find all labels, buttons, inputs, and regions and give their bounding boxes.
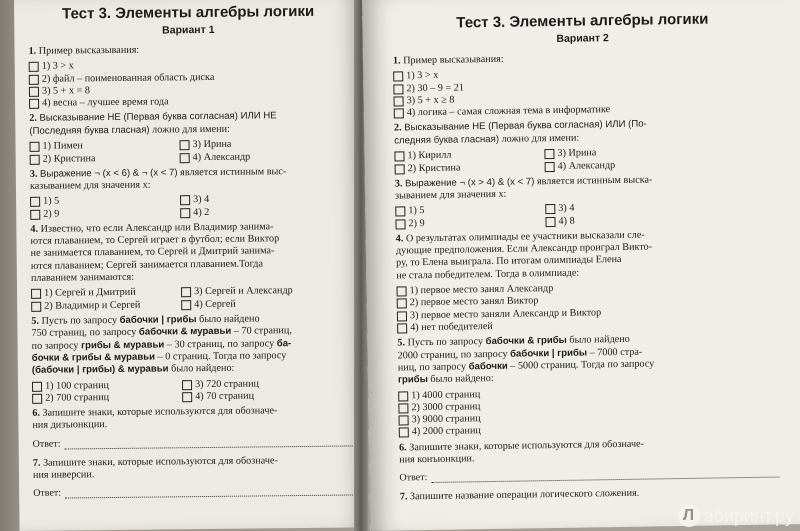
checkbox-icon[interactable]	[30, 197, 40, 207]
checkbox-icon[interactable]	[31, 302, 41, 312]
question-3: 3. Выражение ¬ (x < 6) & ¬ (x < 7) является истинным выс- казыванием для значения x:	[29, 165, 287, 192]
option-checkbox[interactable]: 1) 3 > x	[29, 58, 349, 74]
labirint-logo-icon: Л	[678, 505, 700, 527]
question-5-options	[398, 384, 779, 439]
checkbox-icon[interactable]	[544, 149, 554, 159]
question-5: 5. Пусть по запросу бабочки | грибы было найдено 750 страниц, по запросу бабочки & муравьи – 70 страниц, по запросу грибы & муравьи – 30 страниц, по запросу ба- бочки & грибы & муравьи – 0 страниц. Тогда по запросу (бабочки | грибы) & муравьи было найдено:	[31, 313, 292, 376]
checkbox-icon[interactable]	[180, 196, 190, 206]
option-checkbox[interactable]: 1) Сергей и Дмитрий	[31, 287, 181, 301]
labirint-watermark: Л абиринт.ру	[678, 505, 794, 527]
question-4: 4. О результатах олимпиады ее участники высказали сле- дующие предположения. Если Александр проиграл Викто- ру, то Елена выиграла. По итогам олимпиады Елена не стала победителем. Тогда в олимпиаде:	[395, 229, 653, 282]
option-checkbox[interactable]: 2) 9	[30, 207, 180, 221]
option-checkbox[interactable]: 2) первое место занял Виктор	[397, 292, 777, 310]
option-checkbox[interactable]: 2) Кристина	[395, 161, 545, 176]
option-checkbox[interactable]: 3) 9000 страниц	[399, 409, 779, 427]
option-checkbox[interactable]: 2) Владимир и Сергей	[31, 299, 181, 313]
option-checkbox[interactable]: 2) 9	[395, 216, 545, 231]
answer-field[interactable]: Ответ:	[33, 435, 353, 449]
option-checkbox[interactable]: 1) Пимен	[29, 139, 179, 153]
answer-field[interactable]: Ответ:	[33, 485, 353, 499]
checkbox-icon[interactable]	[29, 62, 39, 72]
question-4-options	[396, 280, 777, 335]
question-5-options	[32, 377, 352, 405]
question-3: 3. Выражение ¬ (x > 4) & (x < 7) является истинным выска- зыванием для значения x:	[394, 174, 653, 202]
checkbox-icon[interactable]	[399, 428, 409, 438]
option-checkbox[interactable]: 4) весна – лучшее время года	[29, 95, 349, 111]
option-checkbox[interactable]: 2) 700 страниц	[32, 391, 182, 405]
option-checkbox[interactable]: 1) 5	[395, 203, 545, 218]
checkbox-icon[interactable]	[179, 140, 189, 150]
question-4: 4. Известно, что если Александр или Владимир занима- ются плаванием, то Сергей играет в футбол; если Виктор не занимается плаванием, то Сергей и Дмитрий занима- ются плаванием; Сергей занимается плаванием.Тогда плаванием занимаются:	[30, 221, 280, 284]
question-3-options	[30, 193, 350, 221]
checkbox-icon[interactable]	[181, 300, 191, 310]
option-checkbox[interactable]: 1) 5	[30, 195, 180, 209]
checkbox-icon[interactable]	[545, 204, 555, 214]
checkbox-icon[interactable]	[29, 142, 39, 152]
question-5: 5. Пусть по запросу бабочки & грибы было найдено 2000 страниц, по запросу бабочки | грибы – 7000 стра- ниц, по запросу бабочки – 5000 страниц. Тогда по запросу грибы было найдено:	[397, 334, 655, 386]
question-1: 1. Пример высказывания:	[392, 53, 504, 67]
question-1: 1. Пример высказывания:	[28, 44, 140, 57]
checkbox-icon[interactable]	[397, 299, 407, 309]
checkbox-icon[interactable]	[30, 209, 40, 219]
checkbox-icon[interactable]	[395, 207, 405, 217]
option-checkbox[interactable]: 2) 30 – 9 = 21	[393, 77, 773, 95]
checkbox-icon[interactable]	[395, 164, 405, 174]
option-checkbox[interactable]: 3) Ирина	[544, 146, 694, 161]
checkbox-icon[interactable]	[397, 311, 407, 321]
option-checkbox[interactable]: 4) Сергей	[181, 297, 331, 311]
variant-label: Вариант 1	[162, 23, 215, 37]
left-page-variant-1	[14, 0, 366, 531]
option-checkbox[interactable]: 3) 4	[180, 193, 330, 207]
option-checkbox[interactable]: 3) 5 + x = 8	[29, 82, 349, 98]
option-checkbox[interactable]: 3) 5 + x ≥ 8	[394, 89, 774, 107]
checkbox-icon[interactable]	[394, 96, 404, 106]
question-6: 6. Запишите знаки, которые используются для обозначе- ния дизъюнкции.	[32, 405, 278, 432]
option-checkbox[interactable]: 3) 720 страниц	[182, 377, 332, 391]
page-title: Тест 3. Элементы алгебры логики	[62, 2, 315, 23]
checkbox-icon[interactable]	[398, 403, 408, 413]
checkbox-icon[interactable]	[398, 391, 408, 401]
option-checkbox[interactable]: 1) Кирилл	[394, 148, 544, 163]
question-7: 7. Запишите знаки, которые используются для обозначе- ния инверсии.	[32, 454, 278, 481]
checkbox-icon[interactable]	[29, 87, 39, 97]
option-checkbox[interactable]: 2) Кристина	[30, 152, 180, 166]
question-2: 2. Высказывание НЕ (Первая буква согласная) ИЛИ НЕ (Последняя буква гласная) ложно для имени:	[29, 110, 277, 137]
variant-label: Вариант 2	[556, 32, 609, 45]
right-page-variant-2	[362, 0, 800, 531]
option-checkbox[interactable]: 4) 8	[545, 213, 695, 228]
option-checkbox[interactable]: 1) 4000 страниц	[398, 384, 778, 402]
option-checkbox[interactable]: 4) 2000 страниц	[399, 421, 779, 439]
checkbox-icon[interactable]	[181, 288, 191, 298]
checkbox-icon[interactable]	[393, 84, 403, 94]
checkbox-icon[interactable]	[182, 392, 192, 402]
question-3-options	[395, 200, 775, 231]
question-1-options	[29, 58, 349, 111]
checkbox-icon[interactable]	[32, 394, 42, 404]
checkbox-icon[interactable]	[29, 74, 39, 84]
option-checkbox[interactable]: 3) 4	[545, 201, 695, 216]
checkbox-icon[interactable]	[395, 219, 405, 229]
question-2-options	[29, 138, 349, 166]
checkbox-icon[interactable]	[397, 287, 407, 297]
option-checkbox[interactable]: 4) 70 страниц	[182, 389, 332, 403]
option-checkbox[interactable]: 3) Сергей и Александр	[181, 285, 331, 299]
option-checkbox[interactable]: 4) 2	[180, 205, 330, 219]
checkbox-icon[interactable]	[394, 152, 404, 162]
question-2-options	[394, 145, 774, 176]
question-1-options	[393, 65, 774, 120]
checkbox-icon[interactable]	[394, 109, 404, 119]
answer-field[interactable]: Ответ:	[399, 467, 779, 484]
option-checkbox[interactable]: 4) логика – самая сложная тема в информатике	[394, 102, 774, 120]
option-checkbox[interactable]: 2) 3000 страниц	[398, 396, 778, 414]
checkbox-icon[interactable]	[182, 380, 192, 390]
option-checkbox[interactable]: 4) Александр	[545, 158, 695, 173]
option-checkbox[interactable]: 1) первое место занял Александр	[396, 280, 776, 298]
checkbox-icon[interactable]	[393, 72, 403, 82]
checkbox-icon[interactable]	[29, 99, 39, 109]
question-2: 2. Высказывание НЕ (Первая буква согласная) ИЛИ (По- следняя буква гласная) ложно для имени:	[393, 119, 647, 147]
checkbox-icon[interactable]	[180, 153, 190, 163]
option-checkbox[interactable]: 3) первое место заняли Александр и Виктор	[397, 304, 777, 322]
checkbox-icon[interactable]	[545, 162, 555, 172]
answer-line[interactable]	[65, 486, 353, 499]
page-title: Тест 3. Элементы алгебры логики	[456, 10, 709, 32]
option-checkbox[interactable]: 4) Александр	[180, 150, 330, 164]
answer-line[interactable]	[431, 468, 779, 483]
checkbox-icon[interactable]	[30, 154, 40, 164]
checkbox-icon[interactable]	[32, 381, 42, 391]
checkbox-icon[interactable]	[397, 323, 407, 333]
checkbox-icon[interactable]	[180, 208, 190, 218]
option-checkbox[interactable]: 1) 3 > x	[393, 65, 773, 83]
question-4-options	[31, 285, 351, 313]
question-6: 6. Запишите знаки, которые используются для обозначе- ния конъюнкции.	[398, 438, 645, 466]
checkbox-icon[interactable]	[545, 217, 555, 227]
option-checkbox[interactable]: 3) Ирина	[179, 138, 329, 152]
option-checkbox[interactable]: 1) 100 страниц	[32, 379, 182, 393]
question-7: 7. Запишите название операции логического сложения.	[399, 487, 640, 503]
option-checkbox[interactable]: 2) файл – поименованная область диска	[29, 70, 349, 86]
checkbox-icon[interactable]	[31, 289, 41, 299]
answer-line[interactable]	[64, 436, 352, 449]
option-checkbox[interactable]: 4) нет победителей	[397, 316, 777, 334]
checkbox-icon[interactable]	[399, 415, 409, 425]
